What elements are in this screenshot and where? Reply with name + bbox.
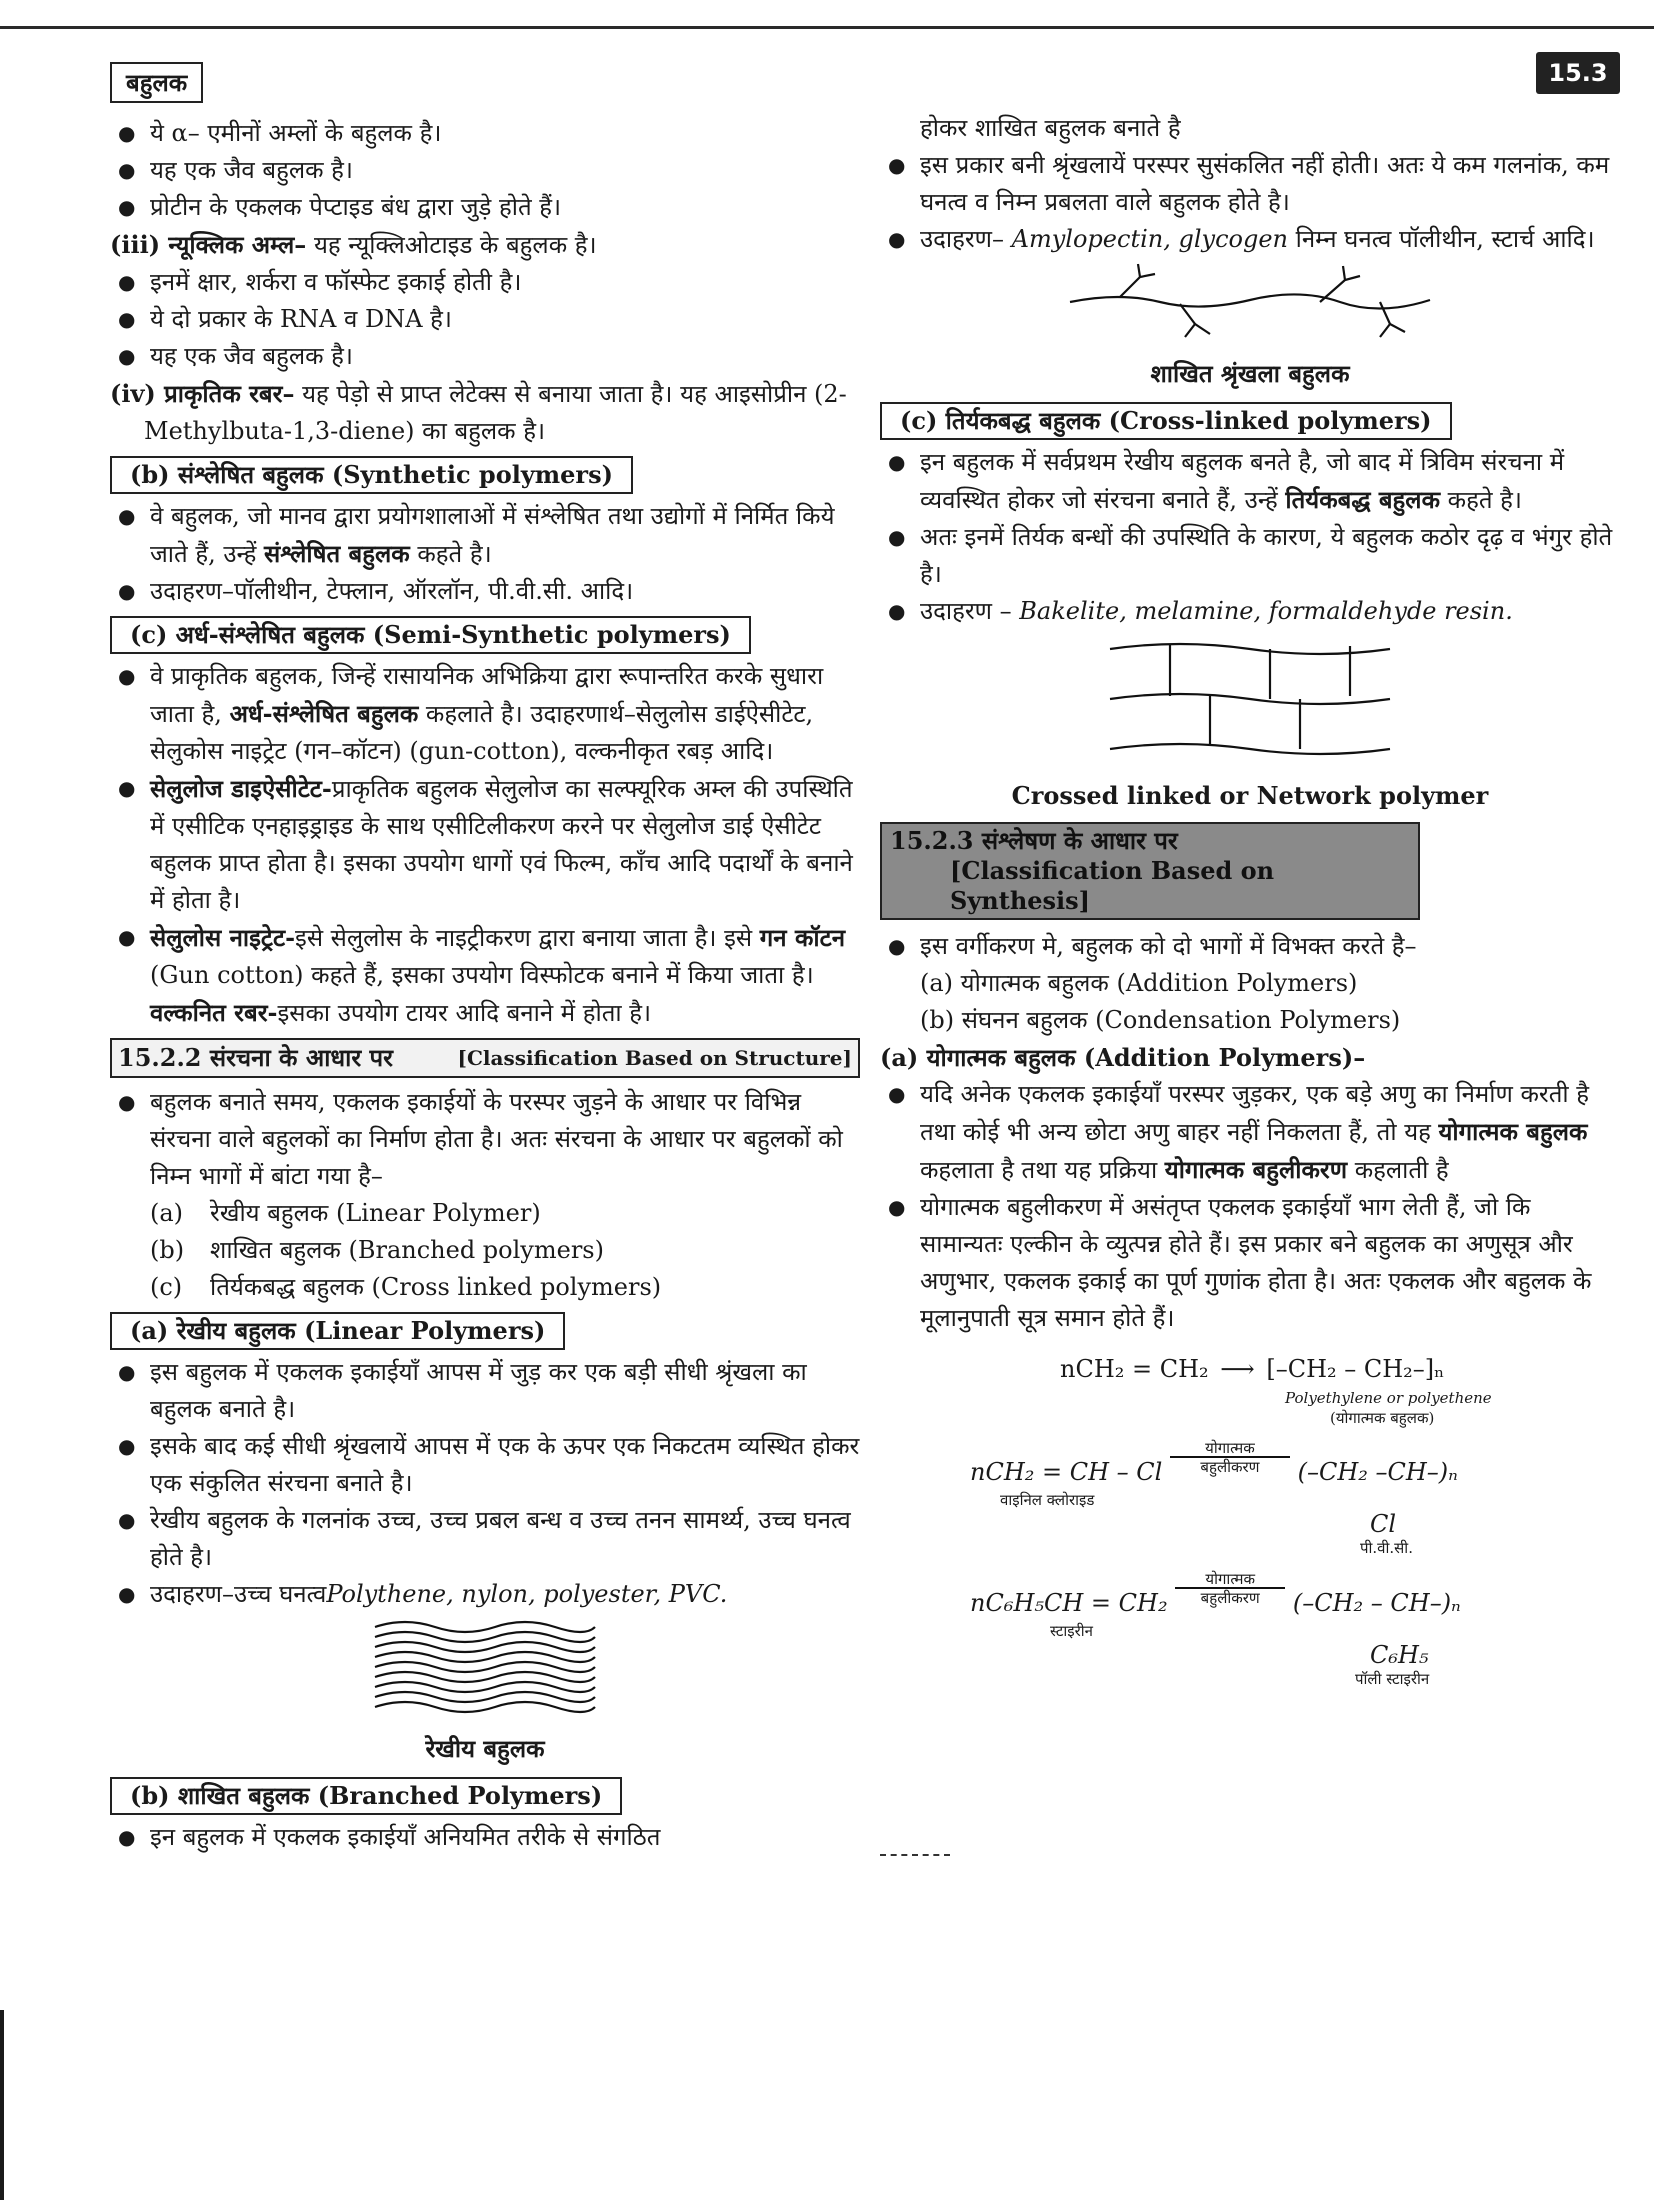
structure-type-item: (a) रेखीय बहुलक (Linear Polymer) xyxy=(150,1199,541,1227)
structure-section-heading: 15.2.2 संरचना के आधार पर [Classification Based on Structure] xyxy=(110,1038,860,1078)
list-item: ● उदाहरण– Amylopectin, glycogen निम्न घनत्व पॉलीथीन, स्टार्च आदि। xyxy=(880,221,1620,258)
list-item: ● इन बहुलक में एकलक इकाईयाँ अनियमित तरीके से संगठित xyxy=(110,1819,860,1856)
linear-heading: (a) रेखीय बहुलक (Linear Polymers) xyxy=(110,1312,565,1350)
structure-type-item: (b) शाखित बहुलक (Branched polymers) xyxy=(150,1236,604,1264)
network-polymer-caption: Crossed linked or Network polymer xyxy=(1011,781,1489,810)
nucleic-acid-item: (iii) न्यूक्लिक अम्ल– यह न्यूक्लिओटाइड के बहुलक है। xyxy=(110,230,597,259)
network-polymer-diagram xyxy=(1100,634,1400,764)
list-item: ● अतः इनमें तिर्यक बन्धों की उपस्थिति के कारण, ये बहुलक कठोर दृढ़ व भंगुर होते है। xyxy=(880,519,1620,593)
vulcanized-rubber-text: वल्कनित रबर-इसका उपयोग टायर आदि बनाने में होता है। xyxy=(150,998,652,1027)
list-item: ● प्रोटीन के एकलक पेप्टाइड बंध द्वारा जुड़े होते हैं। xyxy=(110,189,860,226)
list-item: ● उदाहरण–पॉलीथीन, टेफ्लान, ऑरलॉन, पी.वी.सी. आदि। xyxy=(110,573,860,610)
structure-type-item: (c) तिर्यकबद्ध बहुलक (Cross linked polymers) xyxy=(150,1273,662,1301)
chapter-tag: बहुलक xyxy=(110,62,203,103)
left-column xyxy=(110,115,860,1856)
synthesis-section-heading: 15.2.3 संश्लेषण के आधार पर [Classification Based on Synthesis] xyxy=(880,822,1420,920)
network-polymer-figure xyxy=(880,634,1620,814)
list-item: ● यह एक जैव बहुलक है। xyxy=(110,152,860,189)
list-item: ● उदाहरण – Bakelite, melamine, formaldehyde resin. xyxy=(880,593,1620,630)
list-item: ● योगात्मक बहुलीकरण में असंतृप्त एकलक इकाईयाँ भाग लेती हैं, जो कि सामान्यतः एल्कीन के व्युत्पन्न होते हैं। इस प्रकार बने बहुलक का अणुसूत्र और अणुभार, एकलक इकाई का पूर्ण गुणांक होता है। अतः एकलक और बहुलक के मूलानुपाती सूत्र समान होते हैं। xyxy=(880,1189,1620,1337)
branched-heading: (b) शाखित बहुलक (Branched Polymers) xyxy=(110,1777,622,1815)
list-item: ● वे प्राकृतिक बहुलक, जिन्हें रासायनिक अभिक्रिया द्वारा रूपान्तरित करके सुधारा जाता है, अर्ध-संश्लेषित बहुलक कहलाते है। उदाहरणार्थ–सेलुलोस डाईऐसीटेट, सेलुकोस नाइट्रेट (गन–कॉटन) (gun-cotton), वल्कनीकृत रबड़ आदि। xyxy=(110,658,860,770)
semi-synthetic-heading: (c) अर्ध-संश्लेषित बहुलक (Semi-Synthetic polymers) xyxy=(110,616,751,654)
addition-heading: (a) योगात्मक बहुलक (Addition Polymers)– xyxy=(880,1043,1366,1072)
natural-rubber-item: (iv) प्राकृतिक रबर– यह पेड़ो से प्राप्त लेटेक्स से बनाया जाता है। यह आइसोप्रीन (2-Methylbuta-1,3-diene) का बहुलक है। xyxy=(110,379,847,445)
equation-polyethylene: nCH₂ = CH₂ ⟶ [–CH₂ – CH₂–]ₙ Polyethylene or polyethene (योगात्मक बहुलक) xyxy=(1060,1355,1492,1427)
list-item: ● इन बहुलक में सर्वप्रथम रेखीय बहुलक बनते है, जो बाद में त्रिविम संरचना में व्यवस्थित होकर जो संरचना बनाते हैं, उन्हें तिर्यकबद्ध बहुलक कहते है। xyxy=(880,444,1620,519)
list-item: ● ये α– एमीनों अम्लों के बहुलक है। xyxy=(110,115,860,152)
list-item: ● बहुलक बनाते समय, एकलक इकाईयों के परस्पर जुड़ने के आधार पर विभिन्न संरचना वाले बहुलकों का निर्माण होता है। अतः संरचना के आधार पर बहुलकों को निम्न भागों में बांटा गया है– xyxy=(110,1084,860,1195)
linear-polymer-figure xyxy=(110,1617,860,1767)
left-edge-bar xyxy=(0,2010,4,2200)
synthetic-heading: (b) संश्लेषित बहुलक (Synthetic polymers) xyxy=(110,456,633,494)
list-item: ● इस प्रकार बनी श्रृंखलायें परस्पर सुसंकलित नहीं होती। अतः ये कम गलनांक, कम घनत्व व निम्न प्रबलता वाले बहुलक होते है। xyxy=(880,147,1620,221)
list-item: ● वे बहुलक, जो मानव द्वारा प्रयोगशालाओं में संश्लेषित तथा उद्योगों में निर्मित किये जाते हैं, उन्हें संश्लेषित बहुलक कहते है। xyxy=(110,498,860,573)
cross-linked-heading: (c) तिर्यकबद्ध बहुलक (Cross-linked polymers) xyxy=(880,402,1452,440)
list-item: ● इस बहुलक में एकलक इकाईयाँ आपस में जुड़ कर एक बड़ी सीधी श्रृंखला का बहुलक बनाते है। xyxy=(110,1354,860,1428)
list-item: ● इस वर्गीकरण मे, बहुलक को दो भागों में विभक्त करते है– xyxy=(880,928,1620,965)
bottom-dash xyxy=(880,1854,950,1856)
branched-chain-caption: शाखित श्रृंखला बहुलक xyxy=(1150,359,1350,388)
branched-continuation: होकर शाखित बहुलक बनाते है xyxy=(920,114,1181,142)
list-item: ● रेखीय बहुलक के गलनांक उच्च, उच्च प्रबल बन्ध व उच्च तनन सामर्थ्य, उच्च घनत्व होते है। xyxy=(110,1502,860,1576)
list-item: ● सेलुलोस नाइट्रेट-इसे सेलुलोस के नाइट्रीकरण द्वारा बनाया जाता है। इसे गन कॉटन (Gun cotton) कहते हैं, इसका उपयोग विस्फोटक बनाने में किया जाता है। xyxy=(110,919,860,994)
synthesis-type-item: (b) संघनन बहुलक (Condensation Polymers) xyxy=(920,1006,1401,1034)
synthesis-type-item: (a) योगात्मक बहुलक (Addition Polymers) xyxy=(920,969,1358,997)
list-item: ● यह एक जैव बहुलक है। xyxy=(110,338,860,375)
list-item: ● इनमें क्षार, शर्करा व फॉस्फेट इकाई होती है। xyxy=(110,264,860,301)
linear-polymer-diagram xyxy=(365,1617,605,1717)
equation-pvc: nCH₂ = CH – Cl योगात्मक बहुलीकरण (–CH₂ –CH–)ₙ वाइनिल क्लोराइड Cl पी.वी.सी. xyxy=(970,1439,1458,1557)
list-item: ● उदाहरण–उच्च घनत्वPolythene, nylon, polyester, PVC. xyxy=(110,1576,860,1613)
branched-polymer-figure xyxy=(880,262,1620,392)
list-item: ● सेलुलोज डाइऐसीटेट-प्राकृतिक बहुलक सेलुलोज का सल्फ्यूरिक अम्ल की उपस्थिति में एसीटिक एनहाइड्राइड के साथ एसीटिलीकरण करने पर सेलुलोज डाई ऐसीटेट बहुलक प्राप्त होता है। इसका उपयोग धागों एवं फिल्म, काँच आदि पदार्थों के बनाने में होता है। xyxy=(110,770,860,919)
top-rule xyxy=(0,26,1654,29)
right-column xyxy=(880,110,1620,1688)
list-item: ● ये दो प्रकार के RNA व DNA है। xyxy=(110,301,860,338)
list-item: ● इसके बाद कई सीधी श्रृंखलायें आपस में एक के ऊपर एक निकटतम व्यस्थित होकर एक संकुलित संरचना बनाते है। xyxy=(110,1428,860,1502)
page-number: 15.3 xyxy=(1536,52,1620,94)
branched-chain-diagram xyxy=(1060,262,1440,342)
equation-polystyrene: nC₆H₅CH = CH₂ योगात्मक बहुलीकरण (–CH₂ – CH–)ₙ स्टाइरीन C₆H₅ पॉली स्टाइरीन xyxy=(970,1570,1461,1688)
list-item: ● यदि अनेक एकलक इकाईयाँ परस्पर जुड़कर, एक बड़े अणु का निर्माण करती है तथा कोई भी अन्य छोटा अणु बाहर नहीं निकलता हैं, तो यह योगात्मक बहुलक कहलाता है तथा यह प्रक्रिया योगात्मक बहुलीकरण कहलाती है xyxy=(880,1076,1620,1189)
linear-polymer-caption: रेखीय बहुलक xyxy=(425,1734,545,1763)
